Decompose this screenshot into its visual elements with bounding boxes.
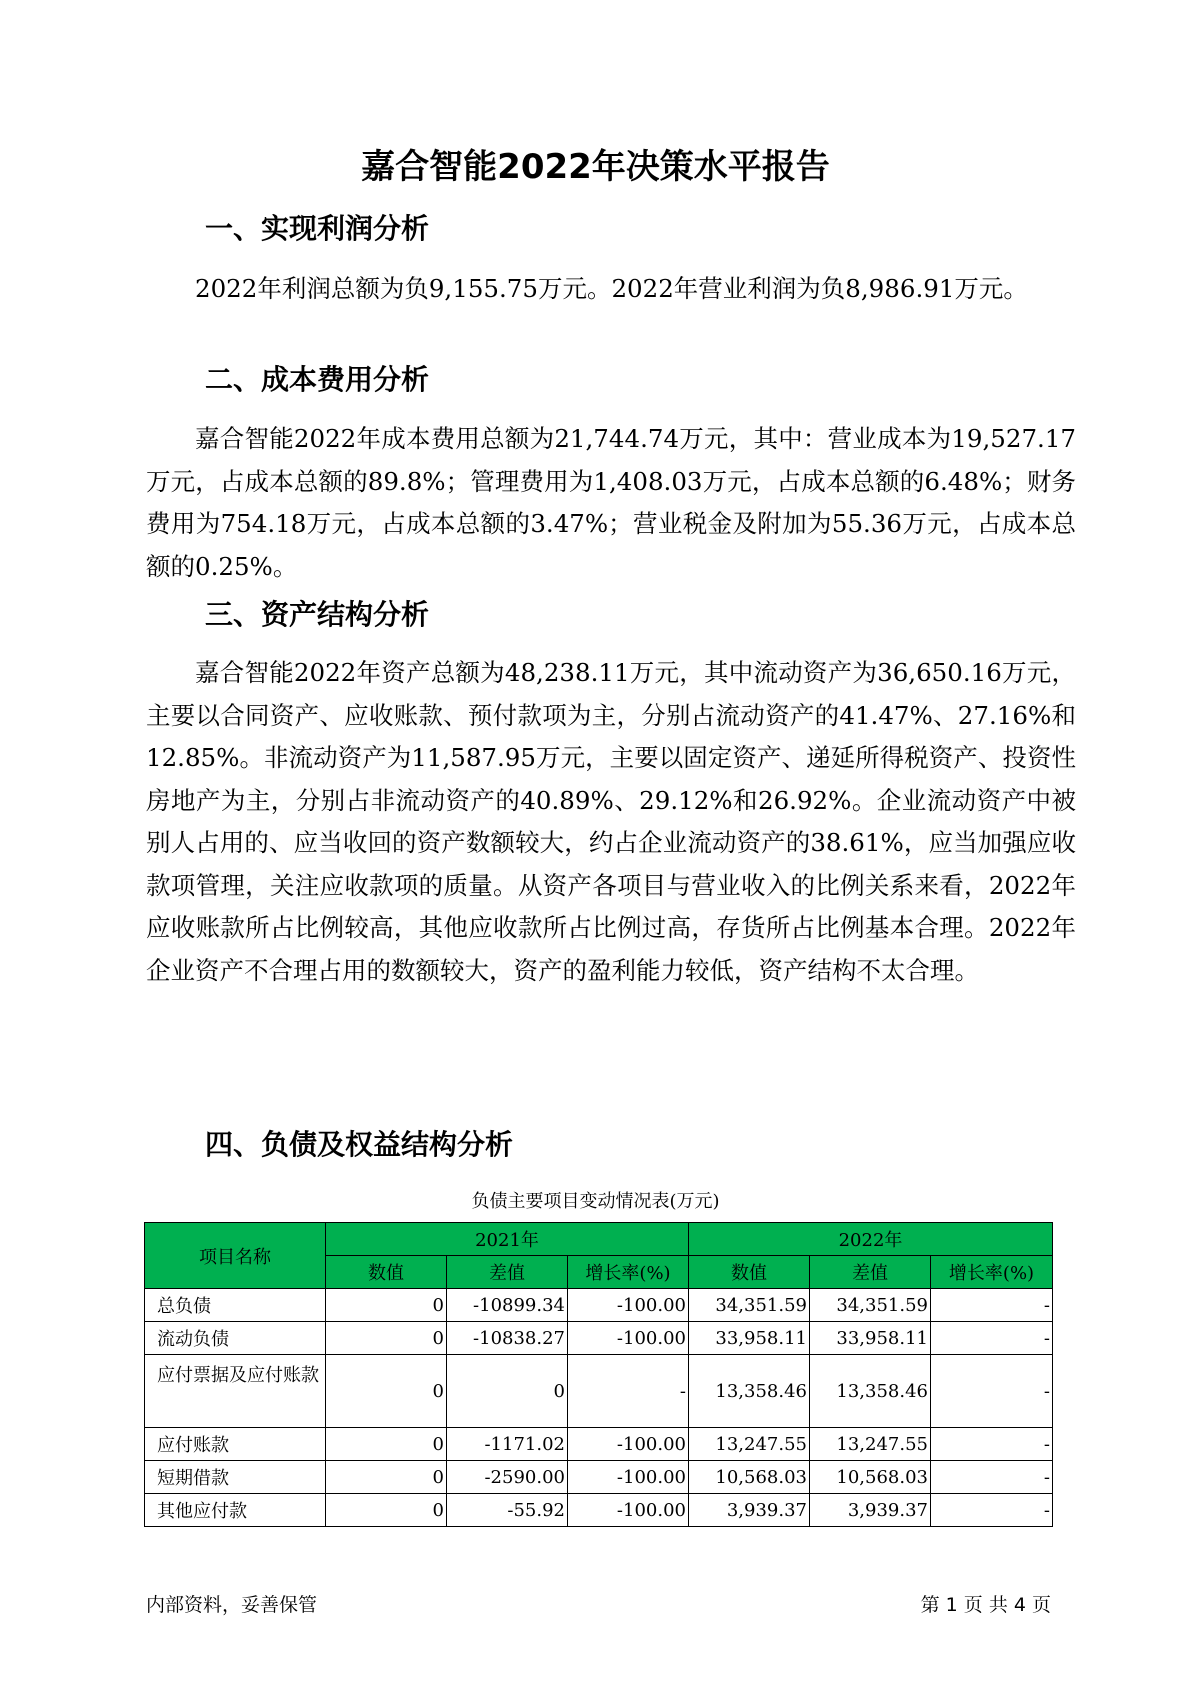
header-col-value-2021: 数值 (326, 1256, 447, 1289)
row-name: 总负债 (145, 1289, 326, 1322)
cell: - (931, 1355, 1053, 1428)
header-col-value-2022: 数值 (689, 1256, 810, 1289)
row-name: 流动负债 (145, 1322, 326, 1355)
section-heading-profit: 一、实现利润分析 (205, 212, 430, 245)
cell: 10,568.03 (689, 1461, 810, 1494)
table-row (145, 1355, 1053, 1428)
section-paragraph-cost: 嘉合智能2022年成本费用总额为21,744.74万元，其中：营业成本为19,527.17万元，占成本总额的89.8%；管理费用为1,408.03万元，占成本总额的6.48%；财务费用为754.18万元，占成本总额的3.47%；营业税金及附加为55.36万元，占成本总额的0.25%。 (146, 424, 1076, 581)
cell: 34,351.59 (689, 1289, 810, 1322)
cell: -55.92 (447, 1494, 568, 1527)
cell: 13,247.55 (689, 1428, 810, 1461)
header-item-name: 项目名称 (145, 1223, 326, 1289)
cell: -100.00 (568, 1289, 689, 1322)
cell: -100.00 (568, 1322, 689, 1355)
table-row (145, 1428, 1053, 1461)
cell: - (931, 1494, 1053, 1527)
cell: -100.00 (568, 1494, 689, 1527)
table-row (145, 1322, 1053, 1355)
cell: 13,358.46 (810, 1355, 931, 1428)
cell: 13,247.55 (810, 1428, 931, 1461)
header-year-2022: 2022年 (689, 1223, 1053, 1256)
cell: - (931, 1322, 1053, 1355)
cell: 33,958.11 (689, 1322, 810, 1355)
cell: - (931, 1461, 1053, 1494)
section-heading-cost: 二、成本费用分析 (205, 363, 430, 396)
cell: -2590.00 (447, 1461, 568, 1494)
cell: 10,568.03 (810, 1461, 931, 1494)
section-heading-liabilities: 四、负债及权益结构分析 (205, 1128, 514, 1161)
section-paragraph-assets: 嘉合智能2022年资产总额为48,238.11万元，其中流动资产为36,650.16万元，主要以合同资产、应收账款、预付款项为主，分别占流动资产的41.47%、27.16%和12.85%。非流动资产为11,587.95万元，主要以固定资产、递延所得税资产、投资性房地产为主，分别占非流动资产的40.89%、29.12%和26.92%。企业流动资产中被别人占用的、应当收回的资产数额较大，约占企业流动资产的38.61%，应当加强应收款项管理，关注应收款项的质量。从资产各项目与营业收入的比例关系来看，2022年应收账款所占比例较高，其他应收款所占比例过高，存货所占比例基本合理。2022年企业资产不合理占用的数额较大，资产的盈利能力较低，资产结构不太合理。 (146, 658, 1076, 985)
header-year-2021: 2021年 (326, 1223, 689, 1256)
table-row (145, 1461, 1053, 1494)
cell: 0 (447, 1355, 568, 1428)
table-caption: 负债主要项目变动情况表(万元) (471, 1191, 720, 1212)
cell: 0 (326, 1322, 447, 1355)
header-col-diff-2021: 差值 (447, 1256, 568, 1289)
cell: 0 (326, 1428, 447, 1461)
cell: -10838.27 (447, 1322, 568, 1355)
row-name: 其他应付款 (145, 1494, 326, 1527)
row-name: 应付账款 (145, 1428, 326, 1461)
table-row (145, 1289, 1053, 1322)
cell: 3,939.37 (810, 1494, 931, 1527)
cell: 3,939.37 (689, 1494, 810, 1527)
cell: 34,351.59 (810, 1289, 931, 1322)
cell: -10899.34 (447, 1289, 568, 1322)
footer-page-number: 第 1 页 共 4 页 (920, 1594, 1051, 1616)
cell: 33,958.11 (810, 1322, 931, 1355)
cell: - (568, 1355, 689, 1428)
section-heading-assets: 三、资产结构分析 (205, 598, 430, 631)
cell: 0 (326, 1289, 447, 1322)
cell: -100.00 (568, 1428, 689, 1461)
cell: 0 (326, 1494, 447, 1527)
liabilities-table (144, 1222, 1053, 1527)
header-col-diff-2022: 差值 (810, 1256, 931, 1289)
page-title: 嘉合智能2022年决策水平报告 (361, 147, 830, 187)
cell: - (931, 1289, 1053, 1322)
footer-confidential-note: 内部资料，妥善保管 (146, 1594, 318, 1616)
row-name: 短期借款 (145, 1461, 326, 1494)
header-col-growth-2022: 增长率(%) (931, 1256, 1053, 1289)
table-row (145, 1494, 1053, 1527)
cell: 0 (326, 1461, 447, 1494)
header-col-growth-2021: 增长率(%) (568, 1256, 689, 1289)
cell: - (931, 1428, 1053, 1461)
cell: -100.00 (568, 1461, 689, 1494)
row-name: 应付票据及应付账款 (145, 1355, 326, 1428)
cell: 0 (326, 1355, 447, 1428)
cell: -1171.02 (447, 1428, 568, 1461)
section-paragraph-profit: 2022年利润总额为负9,155.75万元。2022年营业利润为负8,986.91万元。 (195, 274, 1028, 303)
cell: 13,358.46 (689, 1355, 810, 1428)
